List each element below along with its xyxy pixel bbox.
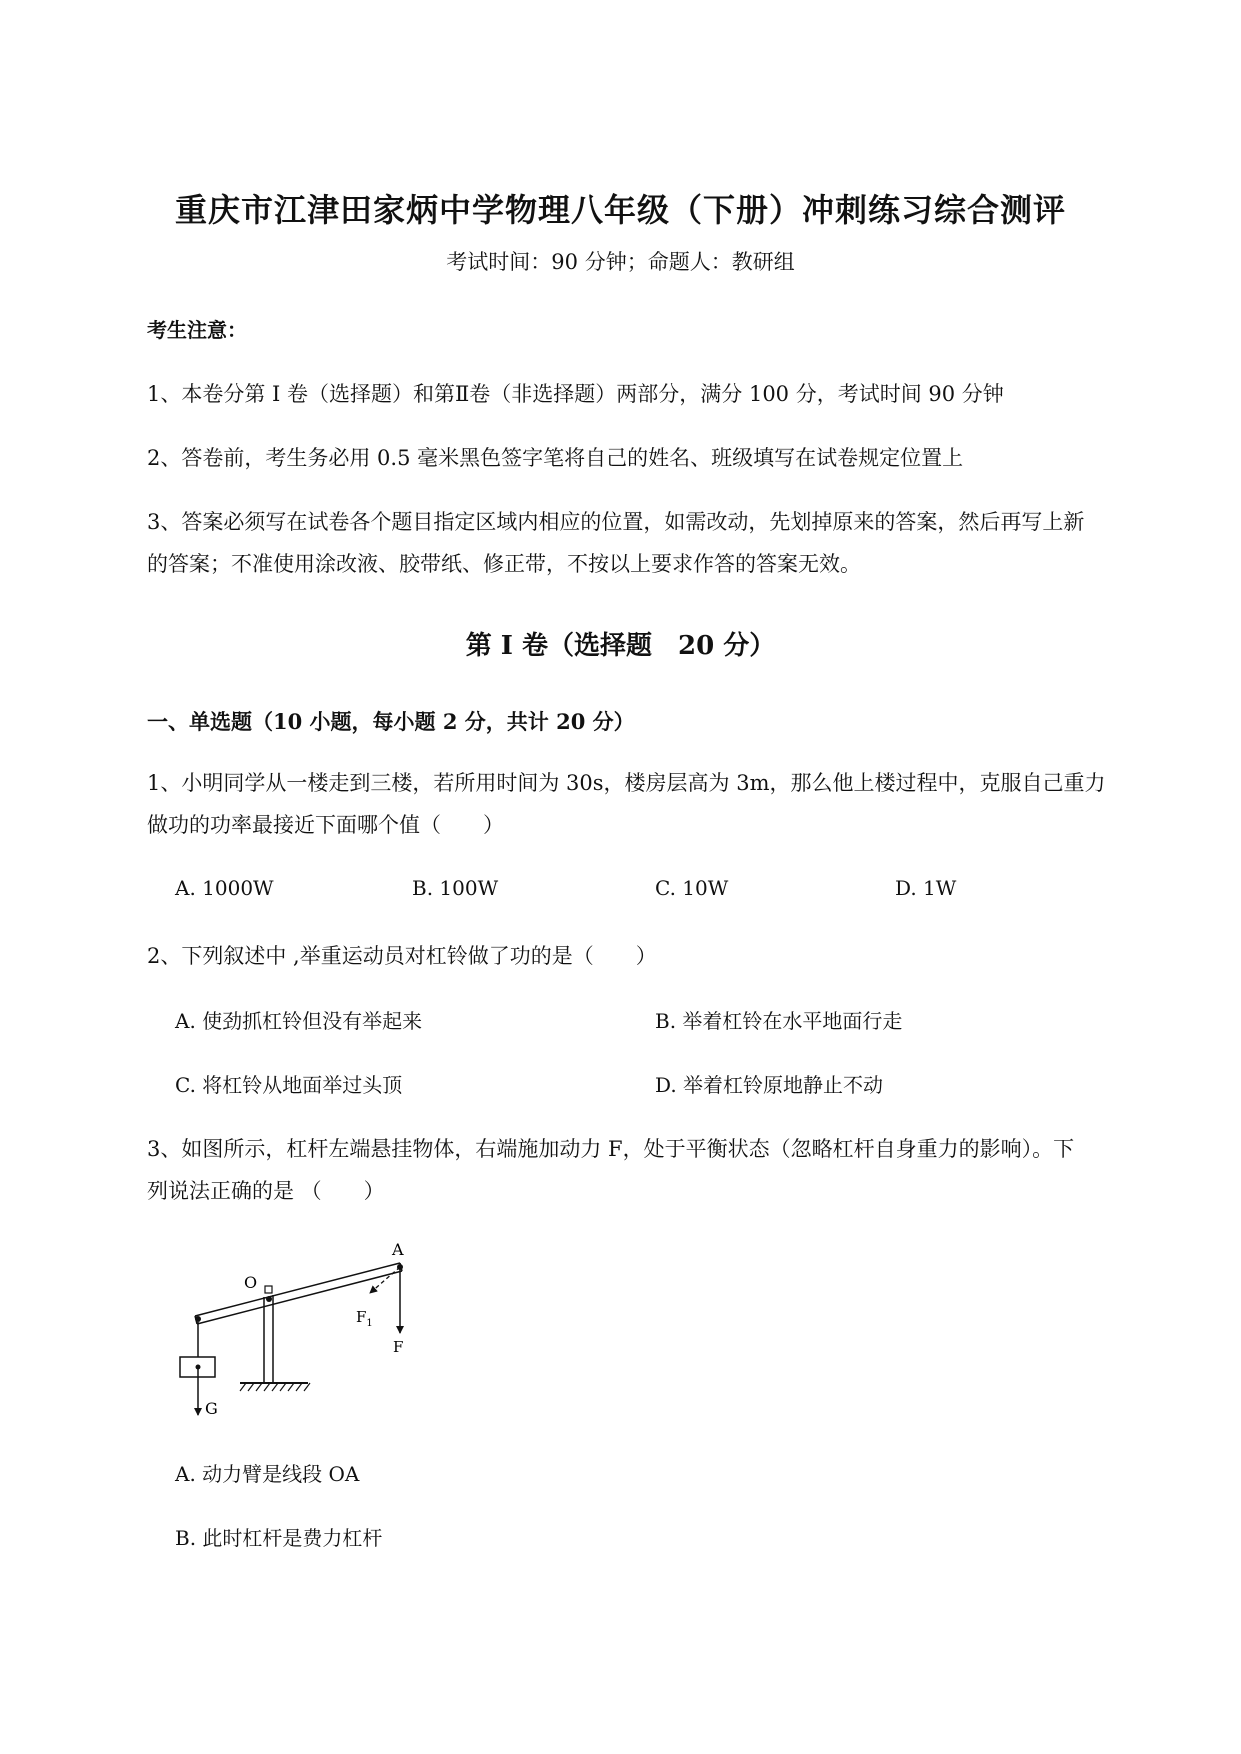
question-3-option-b: B. 此时杠杆是费力杠杆 [175,1526,383,1550]
question-1-option-a: A. 1000W [175,876,274,900]
question-1-option-d: D. 1W [895,876,957,900]
question-1-option-b: B. 100W [412,876,499,900]
notice-heading: 考生注意： [147,318,247,342]
question-1-stem-continued: 做功的功率最接近下面哪个值（ ） [147,813,504,837]
notice-item-2: 2、答卷前，考生务必用 0.5 毫米黑色签字笔将自己的姓名、班级填写在试卷规定位置上 [147,446,964,470]
part-title: 一、单选题（10 小题，每小题 2 分，共计 20 分） [147,709,635,734]
question-2-option-c: C. 将杠铃从地面举过头顶 [175,1073,403,1097]
question-2-stem: 2、下列叙述中 ,举重运动员对杠铃做了功的是（ ） [147,944,657,968]
gravity-label-g: G [205,1399,218,1418]
notice-item-3: 3、答案必须写在试卷各个题目指定区域内相应的位置，如需改动，先划掉原来的答案，然后再写上新 [147,510,1085,534]
question-2-option-b: B. 举着杠铃在水平地面行走 [655,1009,903,1033]
question-1-option-c: C. 10W [655,876,729,900]
force-label-f: F [393,1338,404,1356]
force-label-f1: $F_1$ [356,1308,373,1329]
question-1-stem: 1、小明同学从一楼走到三楼，若所用时间为 30s，楼房层高为 3m，那么他上楼过程中，克服自己重力 [147,771,1106,795]
pivot-label-o: O [244,1273,258,1292]
notice-item-3-continued: 的答案；不准使用涂改液、胶带纸、修正带，不按以上要求作答的答案无效。 [147,552,861,576]
exam-subtitle: 考试时间：90 分钟；命题人：教研组 [446,250,795,274]
notice-item-1: 1、本卷分第 I 卷（选择题）和第Ⅱ卷（非选择题）两部分，满分 100 分，考试时间 90 分钟 [147,382,1004,406]
question-3-option-a: A. 动力臂是线段 OA [175,1462,360,1486]
question-3-stem-continued: 列说法正确的是 （ ） [147,1179,385,1203]
force-f1-arrow [370,1267,400,1293]
lever-bar [195,1263,402,1324]
exam-title: 重庆市江津田家炳中学物理八年级（下册）冲刺练习综合测评 [174,191,1066,229]
lever-diagram [170,1235,420,1425]
question-3-stem: 3、如图所示，杠杆左端悬挂物体，右端施加动力 F，处于平衡状态（忽略杠杆自身重力的影响）。下 [147,1137,1075,1161]
question-2-option-a: A. 使劲抓杠铃但没有举起来 [175,1009,423,1033]
question-2-option-d: D. 举着杠铃原地静止不动 [655,1073,884,1097]
point-label-a: A [392,1240,404,1259]
section-title: 第 I 卷（选择题 20 分） [465,631,776,661]
